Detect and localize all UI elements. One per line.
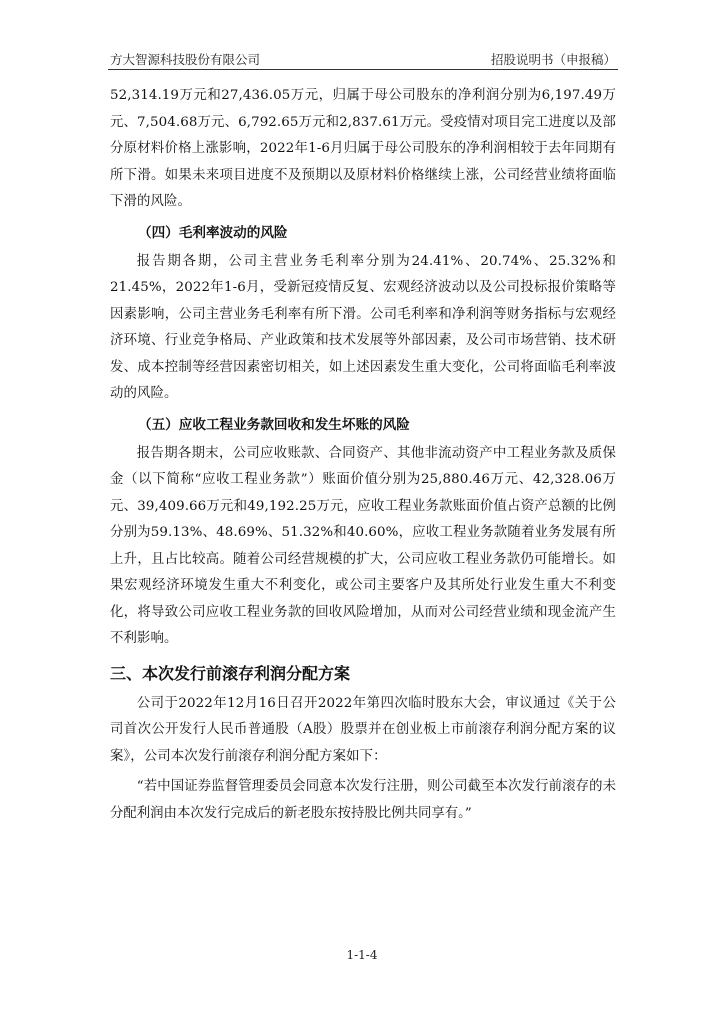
heading-gross-margin-risk: （四）毛利率波动的风险 <box>138 224 288 241</box>
page-number: 1-1-4 <box>346 948 378 962</box>
quote-profit-distribution-plan: “若中国证券监督管理委员会同意本次发行注册，则公司截至本次发行前滚存的未分配利润由本次发行完成后的新老股东按持股比例共同享有。” <box>110 779 616 821</box>
page-header <box>110 50 616 70</box>
section-heading-profit-distribution: 三、本次发行前滚存利润分配方案 <box>110 663 351 683</box>
document-body <box>110 83 616 827</box>
header-company-name: 方大智源科技股份有限公司 <box>110 52 261 67</box>
paragraph-gross-margin-risk: 报告期各期，公司主营业务毛利率分别为24.41%、20.74%、25.32%和21.45%，2022年1-6月，受新冠疫情反复、宏观经济波动以及公司投标报价策略等因素影响，公司主营业务毛利率有所下滑。公司毛利率和净利润等财务指标与宏观经济环境、行业竞争格局、产业政策和技术发展等外部因素，及公司市场营销、技术研发、成本控制等经营因素密切相关，如上述因素发生重大变化，公司将面临毛利率波动的风险。 <box>110 253 616 401</box>
heading-receivables-risk: （五）应收工程业务款回收和发生坏账的风险 <box>138 416 410 433</box>
paragraph-profit-distribution: 公司于2022年12月16日召开2022年第四次临时股东大会，审议通过《关于公司首次公开发行人民币普通股（A股）股票并在创业板上市前滚存利润分配方案的议案》，公司本次发行前滚存利润分配方案如下： <box>110 695 616 764</box>
paragraph-receivables-risk: 报告期各期末，公司应收账款、合同资产、其他非流动资产中工程业务款及质保金（以下简称“应收工程业务款”）账面价值分别为25,880.46万元、42,328.06万元、39,409.66万元和49,192.25万元，应收工程业务款账面价值占资产总额的比例分别为59.13%、48.69%、51.32%和40.60%，应收工程业务款随着业务发展有所上升，且占比较高。随着公司经营规模的扩大，公司应收工程业务款仍可能增长。如果宏观经济环境发生重大不利变化，或公司主要客户及其所处行业发生重大不利变化，将导致公司应收工程业务款的回收风险增加，从而对公司经营业绩和现金流产生不利影响。 <box>110 445 616 646</box>
header-divider <box>108 69 618 70</box>
paragraph-net-profit-risk: 52,314.19万元和27,436.05万元，归属于母公司股东的净利润分别为6,197.49万元、7,504.68万元、6,792.65万元和2,837.61万元。受疫情对项目完工进度以及部分原材料价格上涨影响，2022年1-6月归属于母公司股东的净利润相较于去年同期有所下滑。如果未来项目进度不及预期以及原材料价格继续上涨，公司经营业绩将面临下滑的风险。 <box>110 88 616 209</box>
header-document-type: 招股说明书（申报稿） <box>490 52 616 67</box>
